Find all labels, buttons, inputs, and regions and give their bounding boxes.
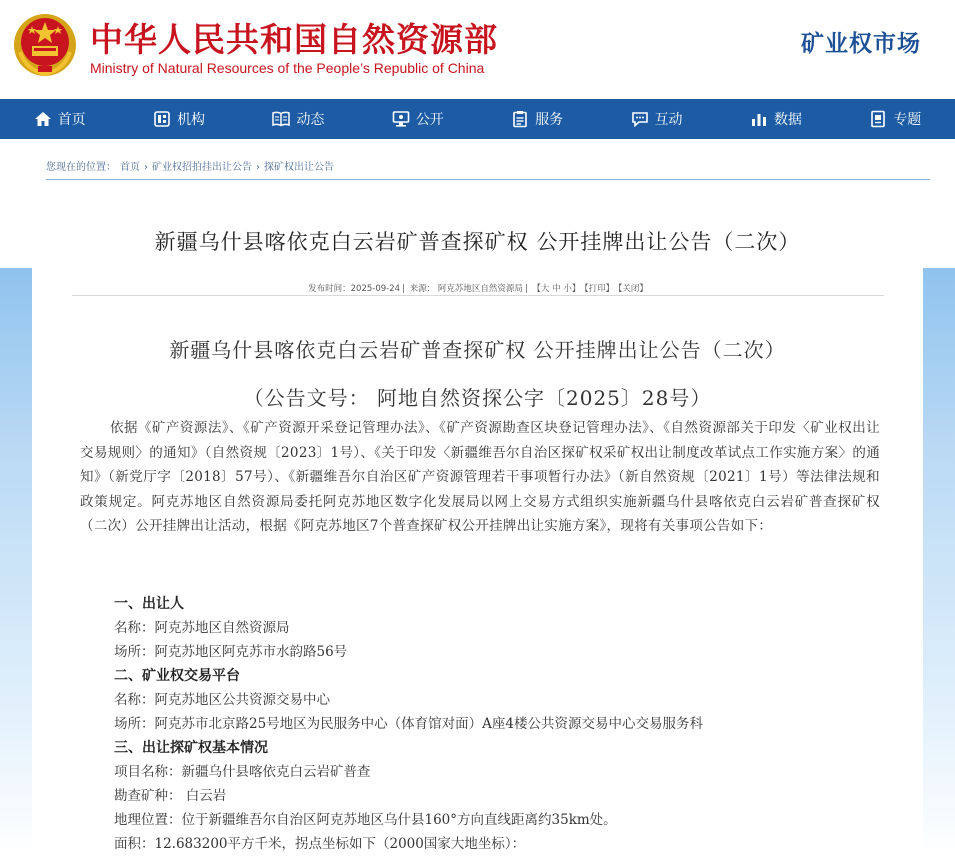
article-body <box>80 416 880 539</box>
article-meta: 发布时间：2025-09-24 | 来源： 阿克苏地区自然资源局 | 【大 中 小】 【打印】 【关闭】 <box>72 282 884 296</box>
section-heading: 三、出让探矿权基本情况 <box>114 740 268 756</box>
section-line: 场所：阿克苏市北京路25号地区为民服务中心（体育馆对面）A座4楼公共资源交易中心交易服务科 <box>114 716 704 732</box>
nav-item-public[interactable] <box>358 99 477 139</box>
intro-paragraph: 依据《矿产资源法》、《矿产资源开采登记管理办法》、《矿产资源勘查区块登记管理办法》、《自然资源部关于印发〈矿业权出让交易规则〉的通知》（自然资规〔2023〕1号）、《关于印发〈新疆维吾尔自治区探矿权采矿权出让制度改革试点工作实施方案〉的通知》（新党厅字〔2018〕57号）、《新疆维吾尔自治区矿产资源管理若干事项暂行办法》（新自然资规〔2021〕1号）等法律法规和政策规定。阿克苏地区自然资源局委托阿克苏地区数字化发展局以网上交易方式组织实施新疆乌什县喀依克白云岩矿普查探矿权（二次）公开挂牌出让活动，根据《阿克苏地区7个普查探矿权公开挂牌出让实施方案》，现将有关事项公告如下： <box>80 420 880 534</box>
site-name-cn[interactable]: 中华人民共和国自然资源部 <box>90 20 498 59</box>
main-nav <box>0 99 955 139</box>
site-header <box>0 0 955 98</box>
section-line: 名称：阿克苏地区自然资源局 <box>114 620 290 636</box>
publish-date: 发布时间：2025-09-24 <box>308 284 401 294</box>
national-emblem-icon[interactable] <box>12 12 78 78</box>
nav-item-service[interactable] <box>478 99 597 139</box>
breadcrumb <box>46 158 930 180</box>
breadcrumb-mining-rights[interactable]: 矿业权招拍挂出让公告 <box>152 162 252 173</box>
nav-item-data[interactable] <box>716 99 835 139</box>
nav-item-news[interactable] <box>239 99 358 139</box>
chat-icon <box>631 110 649 128</box>
document-icon <box>869 110 887 128</box>
page-title: 新疆乌什县喀依克白云岩矿普查探矿权 公开挂牌出让公告（二次） <box>154 230 801 254</box>
font-size-control[interactable]: 【大 中 小】 <box>532 284 581 294</box>
breadcrumb-home[interactable]: 首页 <box>120 162 140 173</box>
nav-item-label: 机构 <box>177 112 206 128</box>
nav-item-label: 首页 <box>57 112 86 128</box>
section-line: 项目名称：新疆乌什县喀依克白云岩矿普查 <box>114 764 371 780</box>
nav-item-home[interactable] <box>0 99 119 139</box>
section-title[interactable]: 矿业权市场 <box>801 31 921 57</box>
nav-item-label: 动态 <box>296 112 325 128</box>
section-line: 勘查矿种： 白云岩 <box>114 788 227 804</box>
clipboard-icon <box>511 110 529 128</box>
print-button[interactable]: 【打印】 <box>584 284 615 294</box>
nav-item-topic[interactable] <box>836 99 955 139</box>
section-line: 地理位置：位于新疆维吾尔自治区阿克苏地区乌什县160°方向直线距离约35km处。 <box>114 812 617 828</box>
article-subtitle: 新疆乌什县喀依克白云岩矿普查探矿权 公开挂牌出让公告（二次） <box>169 338 786 362</box>
site-name-en[interactable]: Ministry of Natural Resources of the People’s Republic of China <box>90 60 485 76</box>
breadcrumb-exploration[interactable]: 探矿权出让公告 <box>264 162 334 173</box>
section-line: 名称：阿克苏地区公共资源交易中心 <box>114 692 330 708</box>
nav-item-label: 数据 <box>773 112 802 128</box>
breadcrumb-separator: › <box>256 162 260 173</box>
nav-item-label: 服务 <box>535 112 564 128</box>
chart-icon <box>750 110 768 128</box>
section-line: 面积：12.683200平方千米，拐点坐标如下（2000国家大地坐标）： <box>114 836 526 852</box>
nav-item-label: 公开 <box>415 112 444 128</box>
org-icon <box>153 110 171 128</box>
close-button[interactable]: 【关闭】 <box>618 284 648 294</box>
section-line: 场所：阿克苏地区阿克苏市水韵路56号 <box>114 644 348 660</box>
home-icon <box>34 110 52 128</box>
nav-item-org[interactable] <box>119 99 238 139</box>
breadcrumb-separator: › <box>144 162 148 173</box>
book-icon <box>272 110 290 128</box>
article-source: 来源： 阿克苏地区自然资源局 <box>409 284 523 294</box>
monitor-icon <box>392 110 410 128</box>
section-heading: 一、出让人 <box>114 596 184 612</box>
nav-item-label: 专题 <box>893 112 922 128</box>
breadcrumb-prefix: 您现在的位置： <box>46 162 116 173</box>
document-number: （公告文号： 阿地自然资探公字〔2025〕28号） <box>243 386 712 410</box>
nav-item-interact[interactable] <box>597 99 716 139</box>
article-sections <box>114 592 914 856</box>
nav-item-label: 互动 <box>654 112 683 128</box>
section-heading: 二、矿业权交易平台 <box>114 668 240 684</box>
